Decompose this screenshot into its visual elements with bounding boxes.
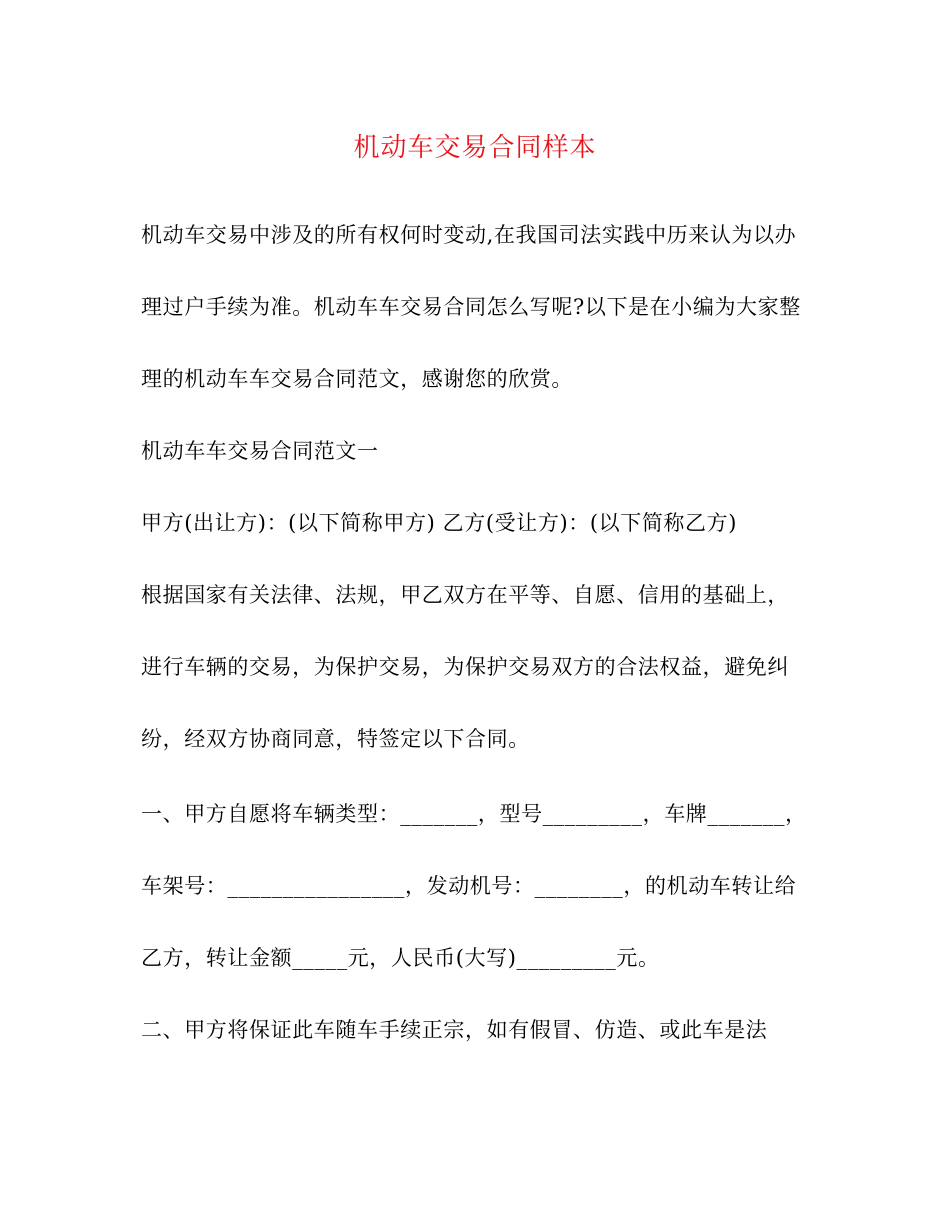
paragraph-line: 乙方，转让金额_____元，人民币(大写)_________元。 xyxy=(141,946,660,970)
paragraph-line: 一、甲方自愿将车辆类型：_______，型号_________，车牌_______， xyxy=(141,802,807,826)
paragraph-line: 理过户手续为准。机动车车交易合同怎么写呢?以下是在小编为大家整 xyxy=(141,295,801,319)
section-heading: 机动车车交易合同范文一 xyxy=(141,439,379,463)
paragraph-line: 进行车辆的交易，为保护交易，为保护交易双方的合法权益，避免纠 xyxy=(141,655,789,679)
paragraph-line: 机动车交易中涉及的所有权何时变动,在我国司法实践中历来认为以办 xyxy=(141,223,797,247)
paragraph-line: 二、甲方将保证此车随车手续正宗，如有假冒、仿造、或此车是法 xyxy=(141,1018,768,1042)
paragraph-line: 理的机动车车交易合同范文，感谢您的欣赏。 xyxy=(141,367,573,391)
paragraph-line: 甲方(出让方)：(以下简称甲方) 乙方(受让方)：(以下简称乙方) xyxy=(141,511,738,535)
paragraph-line: 车架号：________________，发动机号：________，的机动车转让给 xyxy=(141,874,797,898)
document-title: 机动车交易合同样本 xyxy=(353,133,597,163)
paragraph-line: 根据国家有关法律、法规，甲乙双方在平等、自愿、信用的基础上， xyxy=(141,583,789,607)
paragraph-line: 纷，经双方协商同意，特签定以下合同。 xyxy=(141,727,530,751)
